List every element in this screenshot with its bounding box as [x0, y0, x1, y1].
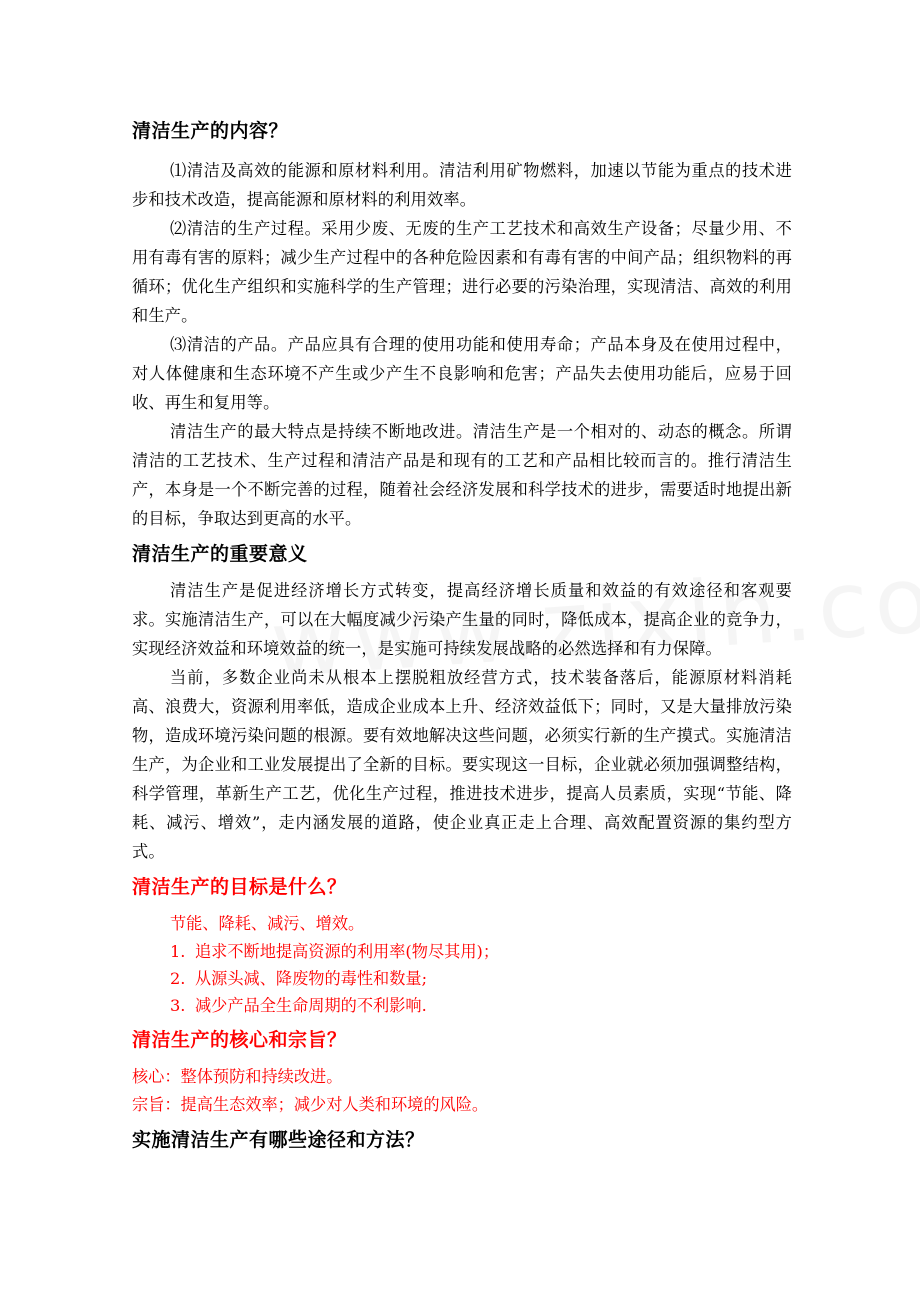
heading-core-aim: 清洁生产的核心和宗旨？: [132, 1029, 347, 1051]
document-page: [132, 116, 792, 1155]
paragraph-2-2: 当前，多数企业尚未从根本上摆脱粗放经营方式，技术装备落后，能源原材料消耗高、浪费大，资源利用率低，造成企业成本上升、经济效益低下；同时，又是大量排放污染物，造成环境污染问题的根源。要有效地解决这些问题，必须实行新的生产摸式。实施清洁生产，为企业和工业发展提出了全新的目标。要实现这一目标，企业就必须加强调整结构，科学管理，革新生产工艺，优化生产过程，推进技术进步，提高人员素质，实现“节能、降耗、减污、增效”，走内涵发展的道路，使企业真正走上合理、高效配置资源的集约型方式。: [132, 668, 792, 861]
heading-goals: 清洁生产的目标是什么？: [132, 876, 347, 898]
list-item-number: 1.: [170, 942, 186, 961]
paragraph-1-3: ⑶清洁的产品。产品应具有合理的使用功能和使用寿命；产品本身及在使用过程中，对人体健康和生态环境不产生或少产生不良影响和危害；产品失去使用功能后，应易于回收、再生和复用等。: [132, 335, 792, 412]
heading-significance: 清洁生产的重要意义: [132, 543, 308, 565]
list-item-number: 2.: [170, 969, 186, 988]
heading-content: 清洁生产的内容？: [132, 120, 289, 142]
list-item: [132, 992, 792, 1019]
list-item-number: 3.: [170, 996, 186, 1015]
section-goals: [132, 909, 792, 1019]
section-significance: [132, 576, 792, 866]
core-text: 核心：整体预防和持续改进。: [132, 1067, 343, 1086]
goals-list: [132, 938, 792, 1019]
list-item-text: 减少产品全生命周期的不利影响.: [195, 996, 427, 1015]
paragraph-2-1: 清洁生产是促进经济增长方式转变，提高经济增长质量和效益的有效途径和客观要求。实施清洁生产，可以在大幅度减少污染产生量的同时，降低成本，提高企业的竞争力，实现经济效益和环境效益的统一，是实施可持续发展战略的必然选择和有力保障。: [132, 581, 792, 658]
heading-methods: 实施清洁生产有哪些途径和方法？: [132, 1129, 425, 1151]
list-item: [132, 938, 792, 965]
goals-lead: 节能、降耗、减污、增效。: [170, 914, 365, 933]
list-item-text: 从源头减、降废物的毒性和数量;: [195, 969, 428, 988]
list-item: [132, 965, 792, 992]
paragraph-1-1: ⑴清洁及高效的能源和原材料利用。清洁利用矿物燃料，加速以节能为重点的技术进步和技术改造，提高能源和原材料的利用效率。: [132, 161, 792, 209]
section-content: [132, 156, 792, 533]
list-item-text: 追求不断地提高资源的利用率(物尽其用)；: [195, 942, 500, 961]
section-core-aim: [132, 1063, 792, 1119]
paragraph-1-4: 清洁生产的最大特点是持续不断地改进。清洁生产是一个相对的、动态的概念。所谓清洁的工艺技术、生产过程和清洁产品是和现有的工艺和产品相比较而言的。推行清洁生产，本身是一个不断完善的过程，随着社会经济发展和科学技术的进步，需要适时地提出新的目标，争取达到更高的水平。: [132, 422, 792, 528]
paragraph-1-2: ⑵清洁的生产过程。采用少废、无废的生产工艺技术和高效生产设备；尽量少用、不用有毒有害的原料；减少生产过程中的各种危险因素和有毒有害的中间产品；组织物料的再循环；优化生产组织和实施科学的生产管理；进行必要的污染治理，实现清洁、高效的利用和生产。: [132, 219, 792, 325]
aim-text: 宗旨：提高生态效率；减少对人类和环境的风险。: [132, 1095, 489, 1114]
